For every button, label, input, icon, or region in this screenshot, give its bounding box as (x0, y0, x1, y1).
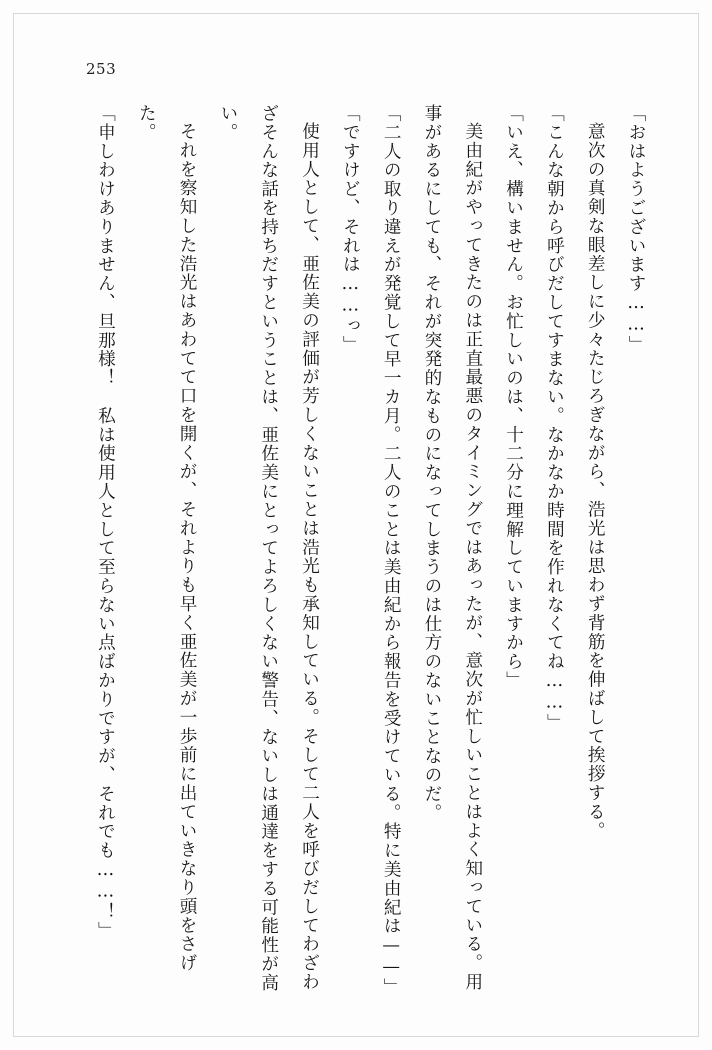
paragraph: 使用人として、亜佐美の評価が芳しくないことは浩光も承知している。そして二人を呼びだしてわざわざそんな話を持ちだすということは、亜佐美にとってよろしくない警告、ないしは通達をする可能性が高い。 (217, 104, 320, 993)
paragraph: それを察知した浩光はあわてて口を開くが、それよりも早く亜佐美が一歩前に出ていきなり頭をさげた。 (136, 104, 198, 973)
paragraph: 「二人の取り違えが発覚して早一カ月。二人のことは美由紀から報告を受けている。特に美由紀は——」 (381, 104, 402, 998)
paragraph: 「ですけど、それは……っ」 (340, 104, 361, 355)
paragraph: 「こんな朝から呼びだしてすまない。なかなか時間を作れなくてね……」 (544, 104, 565, 733)
paragraph: 美由紀がやってきたのは正直最悪のタイミングではあったが、意次が忙しいことはよく知っている。用事があるにしても、それが突発的なものになってしまうのは仕方のないことなのだ。 (421, 104, 483, 991)
paragraph: 「いえ、構いません。お忙しいのは、十二分に理解していますから」 (503, 104, 524, 690)
paragraph: 意次の真剣な眼差しに少々たじろぎながら、浩光は思わず背筋を伸ばして挨拶する。 (585, 121, 606, 840)
paragraph: 「申しわけありません、旦那様！ 私は使用人として至らない点ばかりですが、それでも……！」 (95, 104, 116, 941)
page-number: 253 (86, 60, 117, 78)
vertical-text-body (48, 104, 656, 998)
paragraph: 「おはようございます……」 (626, 104, 646, 355)
